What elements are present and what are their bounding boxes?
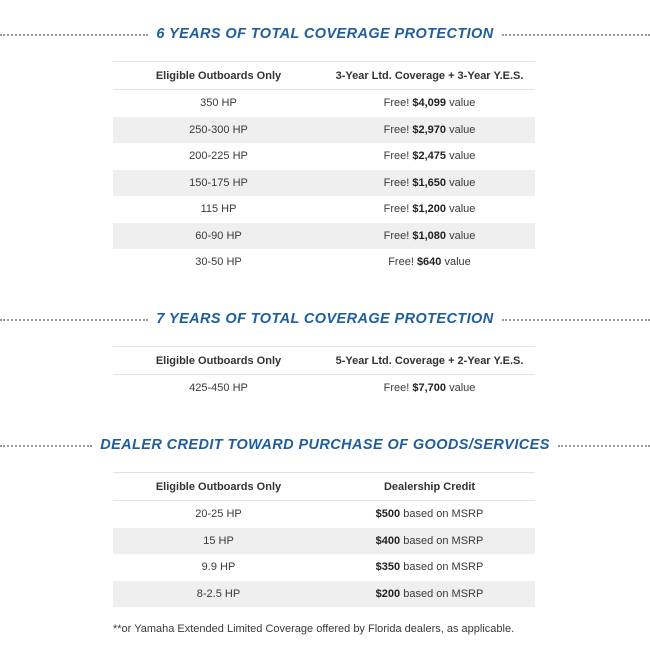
value-prefix: Free!	[383, 229, 413, 242]
outboard-hp-cell: 250-300 HP	[189, 123, 248, 136]
outboard-hp-cell: 60-90 HP	[195, 229, 242, 242]
coverage-table-6-years	[113, 61, 535, 276]
value-amount: $350	[375, 561, 401, 574]
value-cell	[324, 97, 535, 109]
footnote: **or Yamaha Extended Limited Coverage offered by Florida dealers, as applicable.	[113, 623, 515, 635]
section-title: DEALER CREDIT TOWARD PURCHASE OF GOODS/SERVICES	[100, 437, 550, 453]
value-prefix: Free!	[388, 256, 417, 269]
value-cell	[324, 256, 535, 268]
value-cell	[324, 230, 535, 242]
value-amount: $1,650	[412, 176, 447, 189]
dotted-divider	[502, 319, 650, 321]
table-header-row	[113, 346, 535, 375]
column-header: 3-Year Ltd. Coverage + 3-Year Y.E.S.	[335, 69, 524, 82]
outboard-hp-cell: 200-225 HP	[189, 150, 248, 163]
value-cell	[324, 124, 535, 136]
outboard-hp-cell: 350 HP	[200, 97, 237, 110]
section-heading-7-years	[0, 307, 650, 331]
value-suffix: value	[446, 229, 476, 242]
dotted-divider	[0, 34, 148, 36]
value-amount: $2,970	[412, 123, 447, 136]
table-row	[113, 554, 535, 581]
dotted-divider	[502, 34, 650, 36]
table-row	[113, 170, 535, 197]
outboard-hp-cell: 15 HP	[203, 534, 234, 547]
dealer-credit-table	[113, 472, 535, 607]
column-header: Eligible Outboards Only	[155, 480, 282, 493]
table-header-row	[113, 472, 535, 501]
value-prefix: Free!	[383, 203, 413, 216]
table-row	[113, 196, 535, 223]
table-row	[113, 581, 535, 608]
value-suffix: value	[446, 382, 476, 395]
value-prefix: Free!	[383, 382, 413, 395]
value-prefix: Free!	[383, 150, 413, 163]
column-header: Eligible Outboards Only	[155, 354, 282, 367]
table-row	[113, 501, 535, 528]
value-prefix: Free!	[383, 176, 413, 189]
value-suffix: based on MSRP	[400, 587, 484, 600]
table-row	[113, 117, 535, 144]
coverage-table-7-years	[113, 346, 535, 402]
dotted-divider	[558, 445, 650, 447]
value-amount: $4,099	[412, 97, 447, 110]
value-cell	[324, 203, 535, 215]
section-title: 6 YEARS OF TOTAL COVERAGE PROTECTION	[156, 26, 494, 42]
column-header: Dealership Credit	[383, 480, 476, 493]
value-suffix: value	[446, 123, 476, 136]
value-cell	[324, 561, 535, 573]
outboard-hp-cell: 9.9 HP	[201, 561, 236, 574]
table-row	[113, 528, 535, 555]
value-suffix: value	[446, 150, 476, 163]
value-amount: $200	[375, 587, 401, 600]
outboard-hp-cell: 115 HP	[200, 203, 237, 216]
value-amount: $7,700	[412, 382, 447, 395]
table-row	[113, 375, 535, 402]
value-amount: $1,200	[412, 203, 447, 216]
value-suffix: based on MSRP	[400, 534, 484, 547]
value-cell	[324, 382, 535, 394]
value-amount: $400	[375, 534, 401, 547]
section-title: 7 YEARS OF TOTAL COVERAGE PROTECTION	[156, 311, 494, 327]
table-row	[113, 143, 535, 170]
value-suffix: based on MSRP	[400, 508, 484, 521]
value-suffix: value	[446, 176, 476, 189]
outboard-hp-cell: 150-175 HP	[189, 176, 248, 189]
table-header-row	[113, 61, 535, 90]
value-prefix: Free!	[383, 123, 413, 136]
outboard-hp-cell: 425-450 HP	[189, 382, 248, 395]
table-row	[113, 249, 535, 276]
value-cell	[324, 588, 535, 600]
value-cell	[324, 535, 535, 547]
section-heading-6-years	[0, 22, 650, 46]
dotted-divider	[0, 319, 148, 321]
table-row	[113, 90, 535, 117]
value-amount: $500	[375, 508, 401, 521]
value-suffix: value	[446, 97, 476, 110]
value-amount: $640	[416, 256, 442, 269]
value-suffix: value	[441, 256, 471, 269]
section-heading-dealer-credit	[0, 433, 650, 457]
value-cell	[324, 150, 535, 162]
value-prefix: Free!	[383, 97, 413, 110]
outboard-hp-cell: 20-25 HP	[195, 508, 242, 521]
value-cell	[324, 508, 535, 520]
column-header: 5-Year Ltd. Coverage + 2-Year Y.E.S.	[335, 354, 524, 367]
value-suffix: based on MSRP	[400, 561, 484, 574]
value-amount: $2,475	[412, 150, 447, 163]
table-row	[113, 223, 535, 250]
value-amount: $1,080	[412, 229, 447, 242]
dotted-divider	[0, 445, 92, 447]
column-header: Eligible Outboards Only	[155, 69, 282, 82]
value-cell	[324, 177, 535, 189]
outboard-hp-cell: 30-50 HP	[195, 256, 242, 269]
value-suffix: value	[446, 203, 476, 216]
outboard-hp-cell: 8-2.5 HP	[196, 587, 241, 600]
